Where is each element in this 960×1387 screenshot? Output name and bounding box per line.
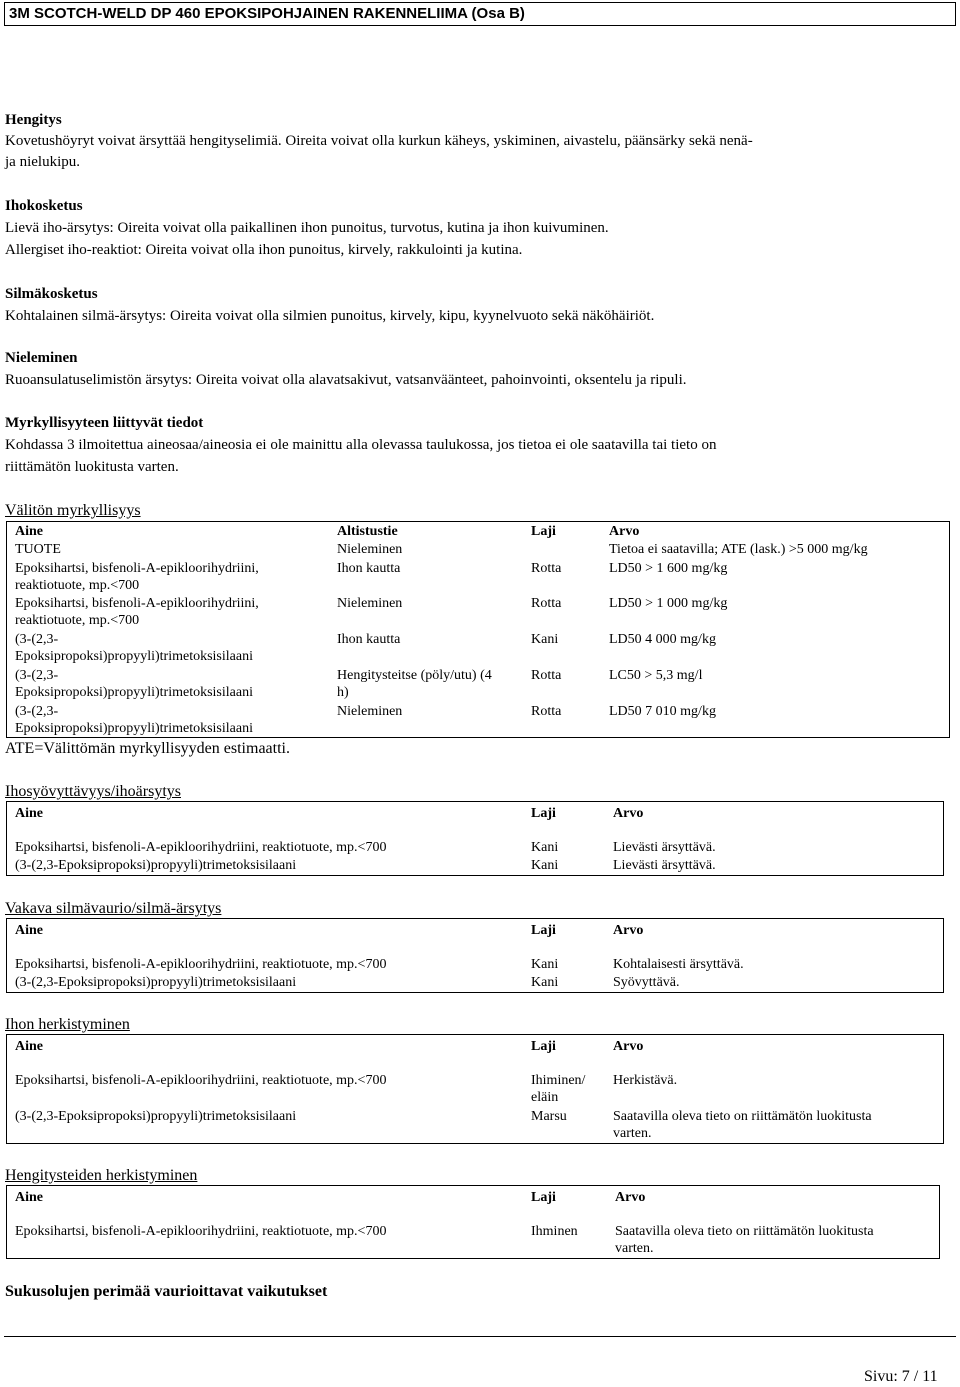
- page-number: Sivu: 7 / 11: [864, 1368, 938, 1385]
- eye-damage-table: [6, 918, 944, 993]
- skin-cell-arvo: Lievästi ärsyttävä.: [613, 858, 716, 873]
- eye-cell-laji: Kani: [531, 957, 559, 972]
- acute-cell-tie: Ihon kautta: [337, 632, 401, 647]
- silmakosketus-text: Kohtalainen silmä-ärsytys: Oireita voivat olla silmien punoitus, kirvely, kipu, kyynelvuoto sekä näköhäiriöt.: [5, 308, 655, 324]
- acute-cell-aine-cont: Epoksipropoksi)propyyli)trimetoksisilaani: [15, 685, 253, 700]
- acute-cell-aine: (3-(2,3-: [15, 704, 59, 719]
- skin-cell-arvo: Lievästi ärsyttävä.: [613, 840, 716, 855]
- skin-cell-aine: Epoksihartsi, bisfenoli-A-epikloorihydriini, reaktiotuote, mp.<700: [15, 840, 387, 855]
- hengitys-text-2: ja nielukipu.: [5, 154, 80, 170]
- acute-cell-aine-cont: Epoksipropoksi)propyyli)trimetoksisilaani: [15, 721, 253, 736]
- resp-cell-laji: Ihminen: [531, 1224, 578, 1239]
- acute-header-laji: Laji: [531, 524, 556, 539]
- acute-cell-tie-cont: h): [337, 685, 349, 700]
- acute-header-altistustie: Altistustie: [337, 524, 398, 539]
- acute-toxicity-table: [6, 521, 950, 738]
- skin-header-aine: Aine: [15, 806, 43, 821]
- nieleminen-heading: Nieleminen: [5, 350, 78, 366]
- acute-cell-laji: Rotta: [531, 704, 562, 719]
- acute-cell-laji: Rotta: [531, 596, 562, 611]
- acute-cell-aine-cont: Epoksipropoksi)propyyli)trimetoksisilaani: [15, 649, 253, 664]
- hengitys-text-1: Kovetushöyryt voivat ärsyttää hengityselimiä. Oireita voivat olla kurkun käheys, yskiminen, aivastelu, päänsärky sekä nenä-: [5, 133, 753, 149]
- acute-cell-aine: TUOTE: [15, 542, 61, 557]
- sens-cell-laji: Marsu: [531, 1109, 567, 1124]
- acute-header-aine: Aine: [15, 524, 43, 539]
- acute-cell-arvo: LD50 > 1 600 mg/kg: [609, 561, 728, 576]
- skin-header-laji: Laji: [531, 806, 556, 821]
- document-title: 3M SCOTCH-WELD DP 460 EPOKSIPOHJAINEN RAKENNELIIMA (Osa B): [9, 5, 525, 22]
- resp-header-laji: Laji: [531, 1190, 556, 1205]
- acute-cell-aine: Epoksihartsi, bisfenoli-A-epikloorihydriini,: [15, 561, 259, 576]
- acute-cell-aine: Epoksihartsi, bisfenoli-A-epikloorihydriini,: [15, 596, 259, 611]
- acute-cell-laji: Rotta: [531, 561, 562, 576]
- acute-cell-tie: Hengitysteitse (pöly/utu) (4: [337, 668, 492, 683]
- acute-cell-aine: (3-(2,3-: [15, 632, 59, 647]
- acute-cell-tie: Nieleminen: [337, 542, 403, 557]
- eye-cell-arvo: Syövyttävä.: [613, 975, 680, 990]
- acute-cell-aine: (3-(2,3-: [15, 668, 59, 683]
- skin-sensitization-table: [6, 1034, 944, 1144]
- skin-corrosion-heading: Ihosyövyttävyys/ihoärsytys: [5, 783, 181, 800]
- acute-cell-tie: Nieleminen: [337, 596, 403, 611]
- eye-damage-heading: Vakava silmävaurio/silmä-ärsytys: [5, 900, 222, 917]
- silmakosketus-heading: Silmäkosketus: [5, 286, 98, 302]
- footer-divider: [4, 1336, 956, 1337]
- skin-cell-laji: Kani: [531, 840, 559, 855]
- respiratory-sensitization-heading: Hengitysteiden herkistyminen: [5, 1167, 198, 1184]
- skin-header-arvo: Arvo: [613, 806, 644, 821]
- eye-header-laji: Laji: [531, 923, 556, 938]
- skin-cell-laji: Kani: [531, 858, 559, 873]
- acute-cell-aine-cont: reaktiotuote, mp.<700: [15, 578, 140, 593]
- eye-cell-arvo: Kohtalaisesti ärsyttävä.: [613, 957, 744, 972]
- resp-cell-arvo: Saatavilla oleva tieto on riittämätön luokitusta: [615, 1224, 874, 1239]
- acute-cell-arvo: Tietoa ei saatavilla; ATE (lask.) >5 000 mg/kg: [609, 542, 868, 557]
- sens-header-laji: Laji: [531, 1039, 556, 1054]
- resp-header-aine: Aine: [15, 1190, 43, 1205]
- eye-header-arvo: Arvo: [613, 923, 644, 938]
- acute-header-arvo: Arvo: [609, 524, 640, 539]
- eye-header-aine: Aine: [15, 923, 43, 938]
- sens-cell-laji: Ihiminen/: [531, 1073, 586, 1088]
- hengitys-heading: Hengitys: [5, 112, 62, 128]
- acute-cell-laji: Rotta: [531, 668, 562, 683]
- sens-cell-aine: Epoksihartsi, bisfenoli-A-epikloorihydriini, reaktiotuote, mp.<700: [15, 1073, 387, 1088]
- eye-cell-laji: Kani: [531, 975, 559, 990]
- resp-header-arvo: Arvo: [615, 1190, 646, 1205]
- myrkyllisyys-heading: Myrkyllisyyteen liittyvät tiedot: [5, 415, 204, 431]
- myrkyllisyys-text-1: Kohdassa 3 ilmoitettua aineosaa/aineosia ei ole mainittu alla olevassa taulukossa, jos tietoa ei ole saatavilla tai tieto on: [5, 437, 717, 453]
- acute-cell-arvo: LC50 > 5,3 mg/l: [609, 668, 703, 683]
- sens-header-arvo: Arvo: [613, 1039, 644, 1054]
- sens-cell-arvo-cont: varten.: [613, 1126, 652, 1141]
- germ-cell-heading: Sukusolujen perimää vaurioittavat vaikutukset: [5, 1283, 328, 1300]
- respiratory-sensitization-table: [6, 1185, 940, 1259]
- acute-toxicity-heading: Välitön myrkyllisyys: [5, 502, 141, 519]
- ihokosketus-text-2: Allergiset iho-reaktiot: Oireita voivat olla ihon punoitus, kirvely, rakkulointi ja kutina.: [5, 242, 523, 258]
- sens-cell-laji-cont: eläin: [531, 1090, 559, 1105]
- skin-corrosion-table: [6, 801, 944, 876]
- resp-cell-arvo-cont: varten.: [615, 1241, 654, 1256]
- eye-cell-aine: Epoksihartsi, bisfenoli-A-epikloorihydriini, reaktiotuote, mp.<700: [15, 957, 387, 972]
- skin-cell-aine: (3-(2,3-Epoksipropoksi)propyyli)trimetoksisilaani: [15, 858, 297, 873]
- resp-cell-aine: Epoksihartsi, bisfenoli-A-epikloorihydriini, reaktiotuote, mp.<700: [15, 1224, 387, 1239]
- acute-cell-arvo: LD50 4 000 mg/kg: [609, 632, 716, 647]
- acute-cell-aine-cont: reaktiotuote, mp.<700: [15, 613, 140, 628]
- acute-cell-tie: Ihon kautta: [337, 561, 401, 576]
- myrkyllisyys-text-2: riittämätön luokitusta varten.: [5, 459, 179, 475]
- ate-note: ATE=Välittömän myrkyllisyyden estimaatti.: [5, 740, 290, 757]
- acute-cell-tie: Nieleminen: [337, 704, 403, 719]
- acute-cell-arvo: LD50 7 010 mg/kg: [609, 704, 716, 719]
- document-header: [4, 2, 956, 26]
- sens-cell-arvo: Saatavilla oleva tieto on riittämätön luokitusta: [613, 1109, 872, 1124]
- acute-cell-arvo: LD50 > 1 000 mg/kg: [609, 596, 728, 611]
- skin-sensitization-heading: Ihon herkistyminen: [5, 1016, 130, 1033]
- sens-cell-aine: (3-(2,3-Epoksipropoksi)propyyli)trimetoksisilaani: [15, 1109, 297, 1124]
- ihokosketus-text-1: Lievä iho-ärsytys: Oireita voivat olla paikallinen ihon punoitus, turvotus, kutina ja ihon kuivuminen.: [5, 220, 609, 236]
- eye-cell-aine: (3-(2,3-Epoksipropoksi)propyyli)trimetoksisilaani: [15, 975, 297, 990]
- sens-cell-arvo: Herkistävä.: [613, 1073, 678, 1088]
- nieleminen-text: Ruoansulatuselimistön ärsytys: Oireita voivat olla alavatsakivut, vatsanväänteet, pahoinvointi, oksentelu ja ripuli.: [5, 372, 687, 388]
- acute-cell-laji: Kani: [531, 632, 559, 647]
- ihokosketus-heading: Ihokosketus: [5, 198, 83, 214]
- sens-header-aine: Aine: [15, 1039, 43, 1054]
